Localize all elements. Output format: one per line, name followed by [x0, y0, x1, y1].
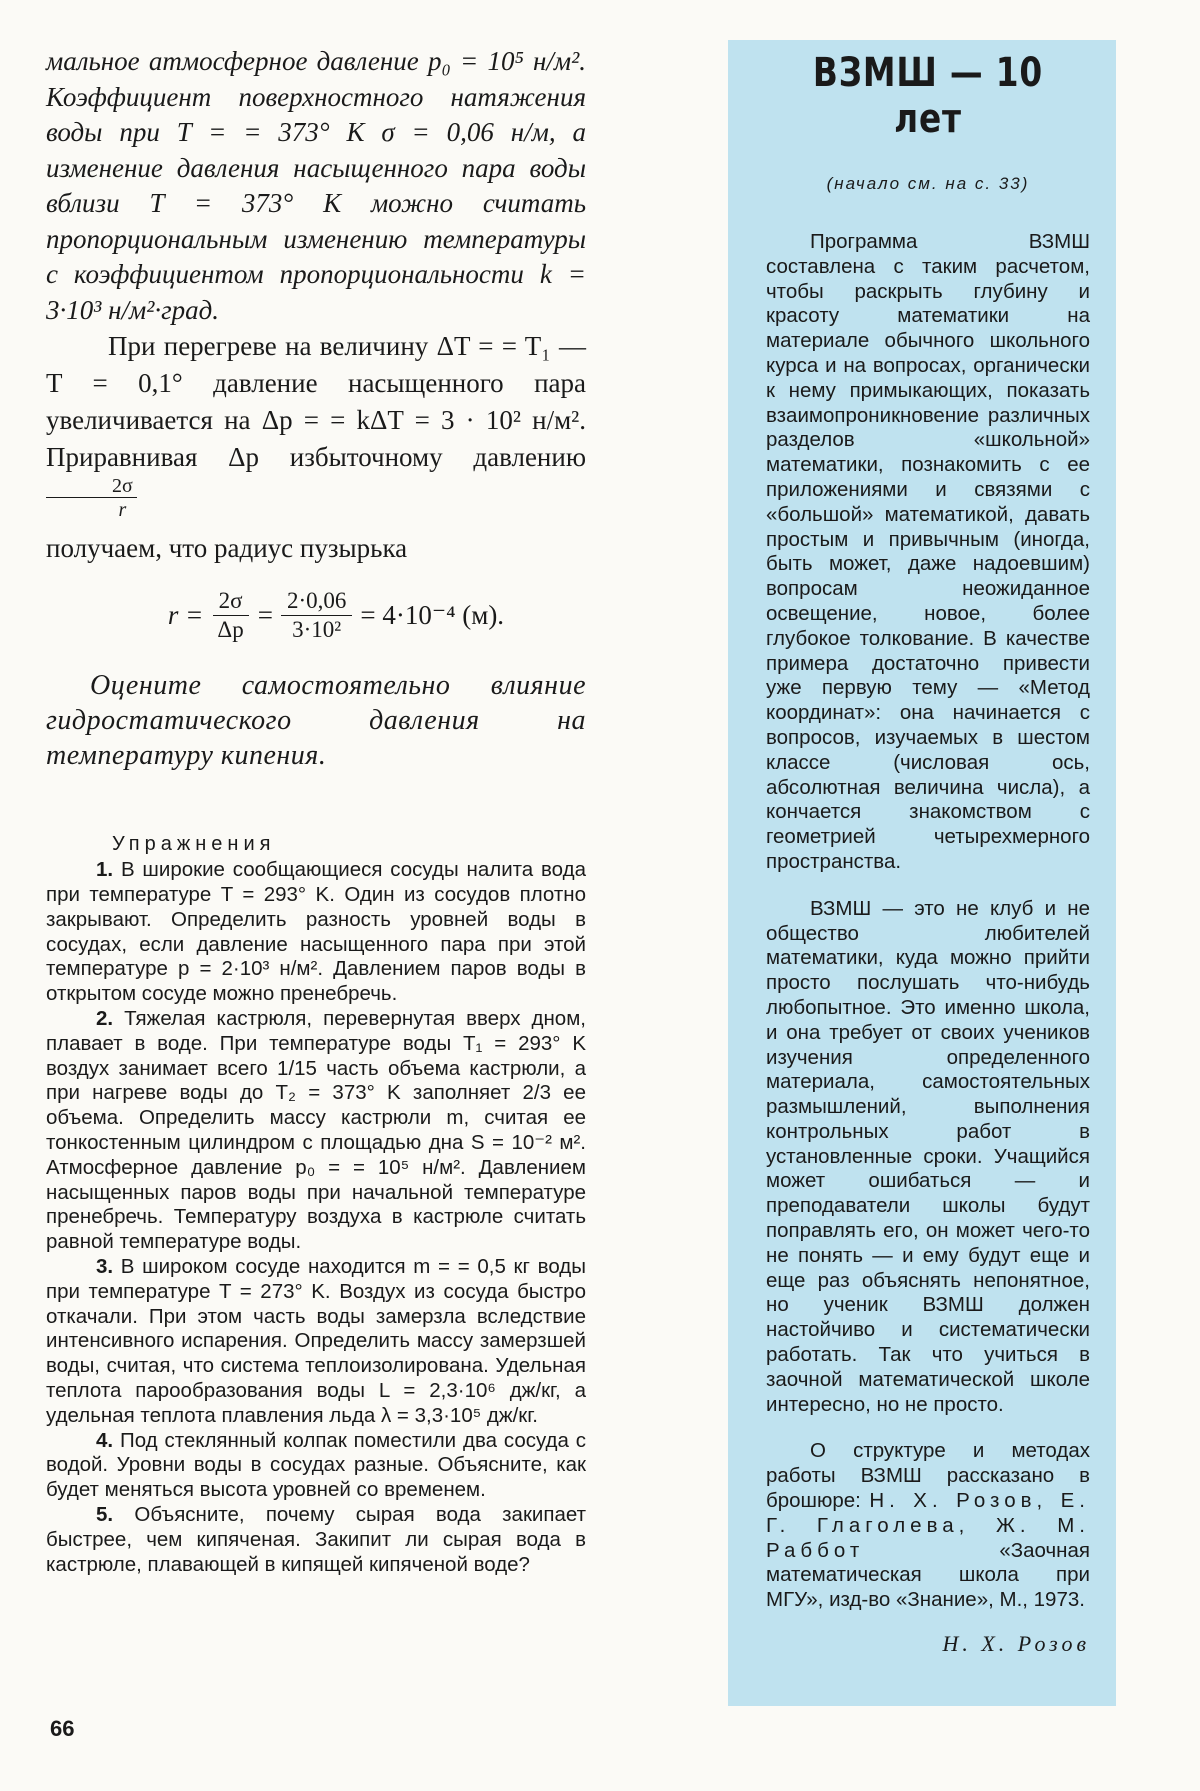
exercises-heading: Упражнения — [112, 833, 276, 856]
page-number: 66 — [50, 1716, 75, 1741]
brochure-intro: О структуре и методах работы ВЗМШ рассказано в брошюре: — [766, 1439, 1090, 1513]
exercise-number: 3. — [96, 1255, 114, 1279]
exercise-item — [46, 1007, 586, 1255]
exercise-text: Объясните, почему сырая вода закипает быстрее, чем кипяченая. Закипит ли сырая вода в кастрюле, плавающей в кипящей кипяченой воде? — [46, 1503, 586, 1576]
sidebar-paragraph-brochure — [766, 1439, 1090, 1613]
fraction-numerator: 2σ — [46, 476, 137, 498]
radius-intro: получаем, что радиус пузырька — [46, 533, 408, 563]
sidebar-paragraph-program: Программа ВЗМШ составлена с таким расчетом, чтобы раскрыть глубину и красоту математики на материале обычного школьного курса и на вопросах, органически к нему примыкающих, показать взаимопроникновение различных разделов «школьной» математики, познакомить с ее приложениями и связями с «большой» математикой, давать простым и привычным (иногда, быть может, даже надоевшим) вопросам неожиданное освещение, новое, более глубокое толкование. В качестве примера достаточно привести уже первую тему — «Метод координат»: она начинается с вопросов, изучаемых в шестом классе (числовая ось, абсолютная величина числа), а кончается знакомством с геометрией четырехмерного пространства. — [766, 230, 1090, 873]
formula-eq: = — [257, 600, 273, 631]
sidebar-title: ВЗМШ — 10 лет — [812, 50, 1044, 142]
exercise-number: 2. — [96, 1007, 114, 1031]
fraction-denominator: r — [118, 499, 127, 521]
problem-conditions-paragraph: мальное атмосферное давление p₀ = 10⁵ н/м². Коэффициент поверхностного натяжения воды при T = = 373° K σ = 0,06 н/м, а изменение давления насыщенного пара воды вблизи T = 373° K можно считать пропорциональным изменению температуры с коэффициентом пропорциональности k = 3·10³ н/м²·град. — [46, 46, 586, 325]
formula-f2-num: 2·0,06 — [281, 589, 352, 616]
formula-f1-den: Δp — [217, 617, 244, 643]
excess-pressure-fraction — [46, 476, 137, 520]
overheating-paragraph — [46, 328, 586, 520]
exercise-item — [46, 1503, 586, 1577]
formula-rhs: = 4·10⁻⁴ (м). — [360, 600, 505, 631]
overheating-text: При перегреве на величину ΔT = = T₁ — T = 0,1° давление насыщенного пара увеличивается на Δp = = kΔT = 3 · 10² н/м². Приравнивая Δp избыточному давлению — [46, 331, 586, 472]
sidebar-author: Н. Х. Розов — [942, 1631, 1090, 1657]
exercise-item — [46, 1255, 586, 1429]
self-assessment-note: Оцените самостоятельно влияние гидростатического давления на температуру кипения. — [46, 670, 586, 772]
radius-formula — [86, 589, 586, 642]
left-column — [46, 44, 586, 1577]
exercise-item — [46, 1429, 586, 1503]
sidebar-paragraph-school: ВЗМШ — это не клуб и не общество любителей математики, куда можно прийти просто послушать что-нибудь любопытное. Это именно школа, и она требует от своих учеников изучения определенного материала, самостоятельных размышлений, выполнения контрольных работ в установленные сроки. Учащийся может ошибаться — и преподаватели школы будут поправлять его, он может чего-то не понять — и ему будут еще и еще раз объяснять непонятное, но ученик ВЗМШ должен настойчиво и систематически работать. Так что учиться в заочной математической школе интересно, но не просто. — [766, 896, 1090, 1416]
formula-f2-den: 3·10² — [292, 617, 342, 643]
exercise-text: В широком сосуде находится m = = 0,5 кг воды при температуре T = 273° K. Воздух из сосуда быстро откачали. При этом часть воды замерзла вследствие интенсивного испарения. Определить массу замерзшей воды, считая, что система теплоизолирована. Удельная теплота парообразования воды L = 2,3·10⁶ дж/кг, а удельная теплота плавления льда λ = 3,3·10⁵ дж/кг. — [46, 1255, 586, 1427]
brochure-title: «Заочная математическая школа при МГУ», изд-во «Знание», М., 1973. — [766, 1538, 1090, 1612]
exercise-item — [46, 858, 586, 1007]
brochure-authors: Н. Х. Розов, Е. Г. Глаголева, Ж. М. Раббот — [766, 1489, 1090, 1562]
exercise-text: В широкие сообщающиеся сосуды налита вода при температуре T = 293° K. Один из сосудов плотно закрывают. Определить разность уровней воды в сосудах, если давление насыщенного пара при этой температуре p = 2·10³ н/м². Давлением паров воды в открытом сосуде можно пренебречь. — [46, 858, 586, 1006]
formula-fraction-2 — [281, 589, 352, 642]
formula-f1-num: 2σ — [213, 589, 249, 616]
sidebar-continuation-note: (начало см. на с. 33) — [826, 174, 1030, 193]
exercise-number: 5. — [96, 1503, 114, 1526]
formula-lhs: r = — [167, 600, 204, 631]
exercise-text: Под стеклянный колпак поместили два сосуда с водой. Уровни воды в сосудах разные. Объясните, как будет меняться высота уровней со временем. — [46, 1428, 587, 1502]
exercise-number: 1. — [96, 858, 114, 882]
exercise-text: Тяжелая кастрюля, перевернутая вверх дном, плавает в воде. При температуре воды T₁ = 293° K воздух занимает всего 1/15 часть объема кастрюли, а при нагреве воды до T₂ = 373° K заполняет 2/3 ее объема. Определить массу кастрюли m, считая ее тонкостенным цилиндром с площадью дна S = 10⁻² м². Атмосферное давление p₀ = = 10⁵ н/м². Давлением насыщенных паров воды при начальной температуре пренебречь. Температуру воздуха в кастрюле считать равной температуре воды. — [46, 1007, 586, 1254]
vzmsh-sidebar — [728, 40, 1116, 1706]
exercise-number: 4. — [96, 1428, 114, 1452]
formula-fraction-1 — [211, 589, 249, 642]
